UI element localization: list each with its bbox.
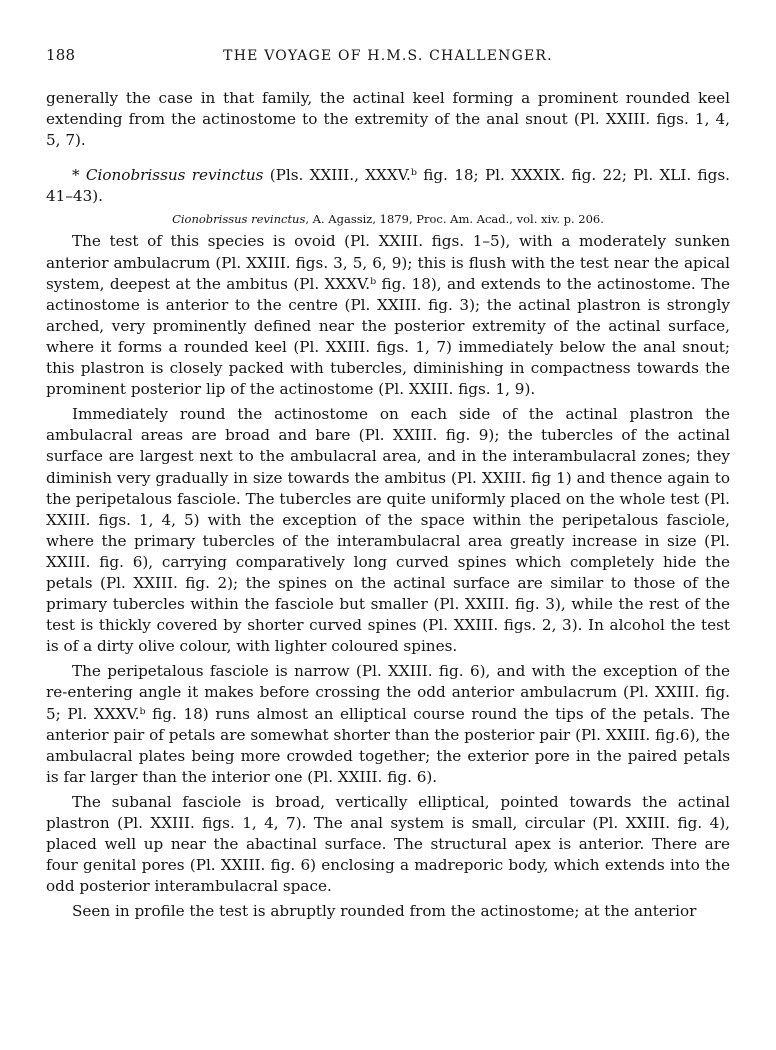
body-paragraph: Immediately round the actinostome on each side of the actinal plastron the ambulacral areas are broad and bare (Pl. XXIII. fig. 9); the tubercles of the actinal surface are largest next to the ambulacral area, and in the interambulacral zones; they diminish very gradually in size towards the ambitus (Pl. XXIII. fig 1) and thence again to the peripetalous fasciole. The tubercles are quite uniformly placed on the whole test (Pl. XXIII. figs. 1, 4, 5) with the exception of the space within the peripetalous fasciole, where the primary tubercles of the interambulacral area greatly increase in size (Pl. XXIII. fig. 6), carrying comparatively long curved spines which completely hide the petals (Pl. XXIII. fig. 2); the spines on the actinal surface are similar to those of the primary tubercles within the fasciole but smaller (Pl. XXIII. fig. 3), while the rest of the test is thickly covered by shorter curved spines (Pl. XXIII. figs. 2, 3). In alcohol the test is of a dirty olive colour, with lighter coloured spines. — [46, 405, 730, 656]
continuation-paragraph: generally the case in that family, the actinal keel forming a prominent rounded keel extending from the actinostome to the extremity of the anal snout (Pl. XXIII. figs. 1, 4, 5, 7). — [46, 89, 730, 150]
species-plate-refs: (Pls. XXIII., XXXV.ᵇ fig. 18; Pl. XXXIX. fig. 22; Pl. XLI. figs. 41–43). — [46, 166, 731, 206]
body-paragraph: Seen in profile the test is abruptly rounded from the actinostome; at the anterior — [72, 902, 697, 921]
running-head — [46, 46, 730, 64]
synonymy-citation — [46, 211, 730, 227]
body-paragraph: The test of this species is ovoid (Pl. XXIII. figs. 1–5), with a moderately sunken anterior ambulacrum (Pl. XXIII. figs. 3, 5, 6, 9); this is flush with the test near the apical system, deepest at the ambitus (Pl. XXXV.ᵇ fig. 18), and extends to the actinostome. The actinostome is anterior to the centre (Pl. XXIII. fig. 3); the actinal plastron is strongly arched, very prominently defined near the posterior extremity of the actinal surface, where it forms a rounded keel (Pl. XXIII. figs. 1, 7) immediately below the anal snout; this plastron is closely packed with tubercles, diminishing in compactness towards the prominent posterior lip of the actinostome (Pl. XXIII. figs. 1, 9). — [46, 232, 730, 399]
citation-text: , A. Agassiz, 1879, Proc. Am. Acad., vol. xiv. p. 206. — [305, 212, 604, 227]
species-asterisk: * — [72, 166, 86, 185]
page-number: 188 — [46, 46, 76, 64]
species-name: Cionobrissus revinctus — [85, 166, 264, 185]
citation-species-name: Cionobrissus revinctus — [172, 212, 306, 227]
body-paragraph: The subanal fasciole is broad, vertically elliptical, pointed towards the actinal plastron (Pl. XXIII. figs. 1, 4, 7). The anal system is small, circular (Pl. XXIII. fig. 4), placed well up near the abactinal surface. The structural apex is anterior. There are four genital pores (Pl. XXIII. fig. 6) enclosing a madreporic body, which extends into the odd posterior interambulacral space. — [46, 792, 730, 896]
body-paragraph: The peripetalous fasciole is narrow (Pl. XXIII. fig. 6), and with the exception of the re-entering angle it makes before crossing the odd anterior ambulacrum (Pl. XXIII. fig. 5; Pl. XXXV.ᵇ fig. 18) runs almost an elliptical course round the tips of the petals. The anterior pair of petals are somewhat shorter than the posterior pair (Pl. XXIII. fig.6), the ambulacral plates being more crowded together; the exterior pore in the paired petals is far larger than the interior one (Pl. XXIII. fig. 6). — [46, 662, 730, 786]
species-heading — [46, 165, 730, 207]
running-title: THE VOYAGE OF H.M.S. CHALLENGER. — [223, 48, 553, 64]
